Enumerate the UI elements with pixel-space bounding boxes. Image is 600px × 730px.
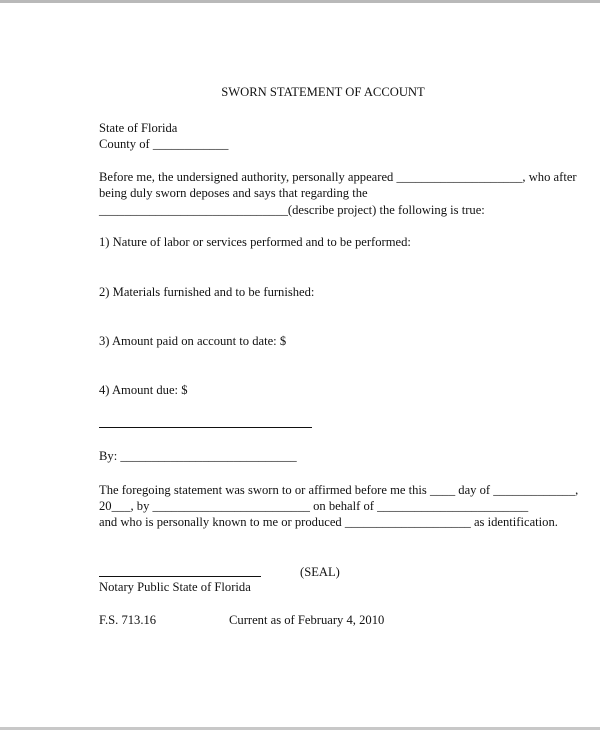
document-title: SWORN STATEMENT OF ACCOUNT [221,85,425,99]
affiant-paragraph-line-1: Before me, the undersigned authority, personally appeared ____________________, who after [99,170,577,184]
jurat-line-1: The foregoing statement was sworn to or affirmed before me this ____ day of _____________, [99,483,579,497]
by-line: By: ____________________________ [99,449,297,463]
notary-label: Notary Public State of Florida [99,580,251,594]
county-line: County of ____________ [99,137,229,151]
jurat-line-2: 20___, by _________________________ on behalf of ________________________ [99,499,529,513]
page-top-edge [0,0,600,3]
item-amount-paid: 3) Amount paid on account to date: $ [99,334,287,348]
affiant-paragraph-line-3: ______________________________(describe project) the following is true: [99,203,485,217]
notary-signature-line [99,576,261,577]
state-line: State of Florida [99,121,178,135]
statute-reference: F.S. 713.16 [99,613,157,627]
current-as-of: Current as of February 4, 2010 [229,613,385,627]
jurat-line-3: and who is personally known to me or produced ____________________ as identification. [99,515,558,529]
item-amount-due: 4) Amount due: $ [99,383,188,397]
item-materials-furnished: 2) Materials furnished and to be furnished: [99,285,315,299]
signature-line [99,427,312,428]
affiant-paragraph-line-2: being duly sworn deposes and says that regarding the [99,186,368,200]
item-nature-of-labor: 1) Nature of labor or services performed and to be performed: [99,235,411,249]
seal-label: (SEAL) [300,565,340,579]
